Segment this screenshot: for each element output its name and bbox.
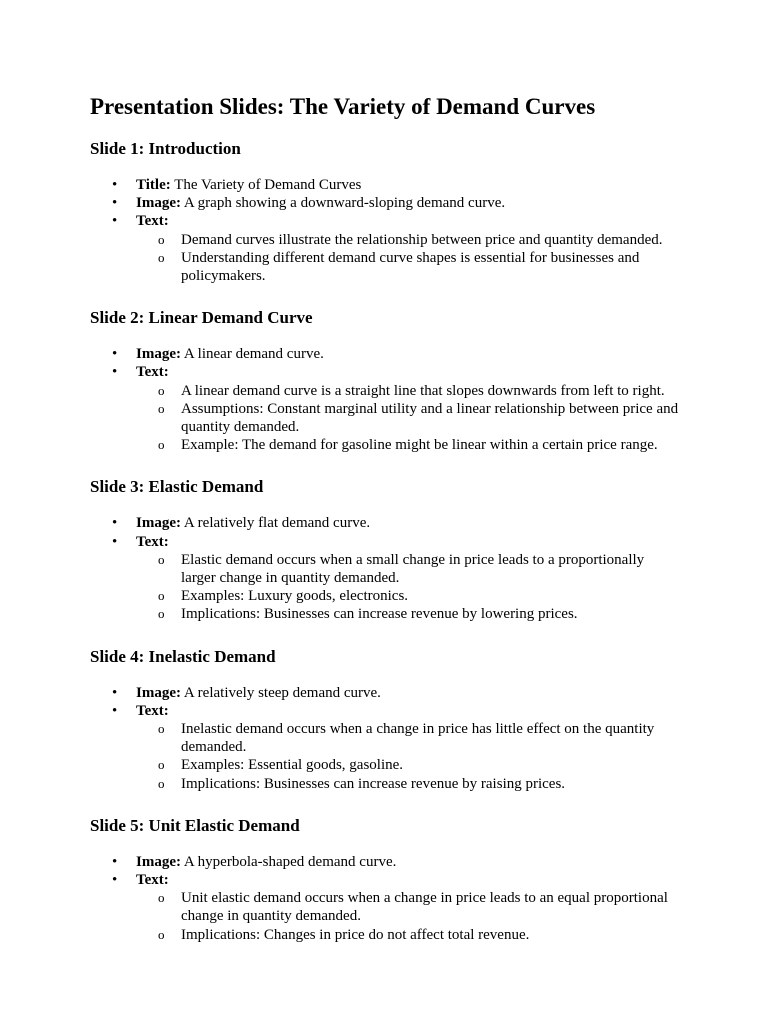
bullet-list — [90, 514, 680, 623]
bullet-label: Text: — [136, 702, 169, 719]
bullet-item — [90, 363, 680, 454]
slide-heading: Slide 4: Inelastic Demand — [90, 646, 276, 666]
bullet-item — [90, 194, 680, 212]
bullet-text: A linear demand curve. — [181, 346, 324, 363]
bullet-text: The Variety of Demand Curves — [170, 177, 362, 193]
bullet-text: A relatively steep demand curve. — [181, 684, 381, 701]
sub-bullet-item: o A linear demand curve is a straight line that slopes downwards from left to right. — [90, 382, 680, 400]
sub-bullet-list — [136, 720, 680, 793]
document-title: Presentation Slides: The Variety of Demand Curves — [90, 94, 596, 119]
sub-bullet-list — [136, 231, 680, 286]
bullet-text: A graph showing a downward-sloping demand curve. — [181, 195, 506, 212]
bullet-label: Image: — [136, 515, 181, 532]
sub-bullet-item: o Understanding different demand curve shapes is essential for businesses and policymakers. — [90, 249, 680, 285]
bullet-text: A hyperbola-shaped demand curve. — [181, 853, 397, 870]
slide-heading: Slide 2: Linear Demand Curve — [90, 308, 313, 328]
bullet-label: Image: — [136, 346, 181, 363]
slides-container — [90, 138, 680, 944]
sub-bullet-item: o Examples: Luxury goods, electronics. — [90, 587, 680, 605]
slide-section-4 — [90, 646, 680, 793]
bullet-label: Text: — [136, 213, 169, 230]
sub-bullet-item: o Implications: Changes in price do not affect total revenue. — [90, 926, 680, 944]
sub-bullet-item: o Examples: Essential goods, gasoline. — [90, 756, 680, 774]
sub-bullet-item: o Demand curves illustrate the relationship between price and quantity demanded. — [90, 231, 680, 249]
sub-bullet-item: o Assumptions: Constant marginal utility and a linear relationship between price and quantity demanded. — [90, 400, 680, 436]
bullet-label: Text: — [136, 872, 169, 889]
bullet-label: Image: — [136, 853, 181, 870]
bullet-list — [90, 176, 680, 285]
sub-bullet-item: o Implications: Businesses can increase revenue by raising prices. — [90, 775, 680, 793]
sub-bullet-item: o Implications: Businesses can increase revenue by lowering prices. — [90, 605, 680, 623]
bullet-list — [90, 345, 680, 454]
bullet-list — [90, 684, 680, 793]
bullet-text: A relatively flat demand curve. — [181, 515, 371, 532]
slide-section-5 — [90, 815, 680, 944]
bullet-list — [90, 853, 680, 944]
bullet-label: Text: — [136, 364, 169, 381]
slide-heading: Slide 3: Elastic Demand — [90, 477, 264, 497]
bullet-item — [90, 514, 680, 532]
sub-bullet-list — [136, 551, 680, 624]
bullet-label: Text: — [136, 533, 169, 550]
bullet-label: Image: — [136, 684, 181, 701]
bullet-item — [90, 871, 680, 944]
slide-section-3 — [90, 476, 680, 623]
slide-heading: Slide 1: Introduction — [90, 139, 241, 158]
bullet-item — [90, 176, 680, 194]
bullet-item — [90, 533, 680, 624]
slide-section-1 — [90, 138, 680, 285]
sub-bullet-item: o Example: The demand for gasoline might be linear within a certain price range. — [90, 436, 680, 454]
sub-bullet-item: o Unit elastic demand occurs when a change in price leads to an equal proportional change in quantity demanded. — [90, 889, 680, 925]
slide-heading: Slide 5: Unit Elastic Demand — [90, 815, 300, 835]
sub-bullet-list — [136, 889, 680, 944]
sub-bullet-item: o Inelastic demand occurs when a change in price has little effect on the quantity demanded. — [90, 720, 680, 756]
bullet-item — [90, 345, 680, 363]
bullet-item — [90, 212, 680, 285]
slide-section-2 — [90, 307, 680, 454]
bullet-label: Image: — [136, 195, 181, 212]
bullet-item — [90, 684, 680, 702]
bullet-label: Title: — [136, 177, 171, 193]
bullet-item — [90, 853, 680, 871]
document-page — [90, 90, 680, 944]
bullet-item — [90, 702, 680, 793]
sub-bullet-item: o Elastic demand occurs when a small change in price leads to a proportionally larger change in quantity demanded. — [90, 551, 680, 587]
sub-bullet-list — [136, 382, 680, 455]
